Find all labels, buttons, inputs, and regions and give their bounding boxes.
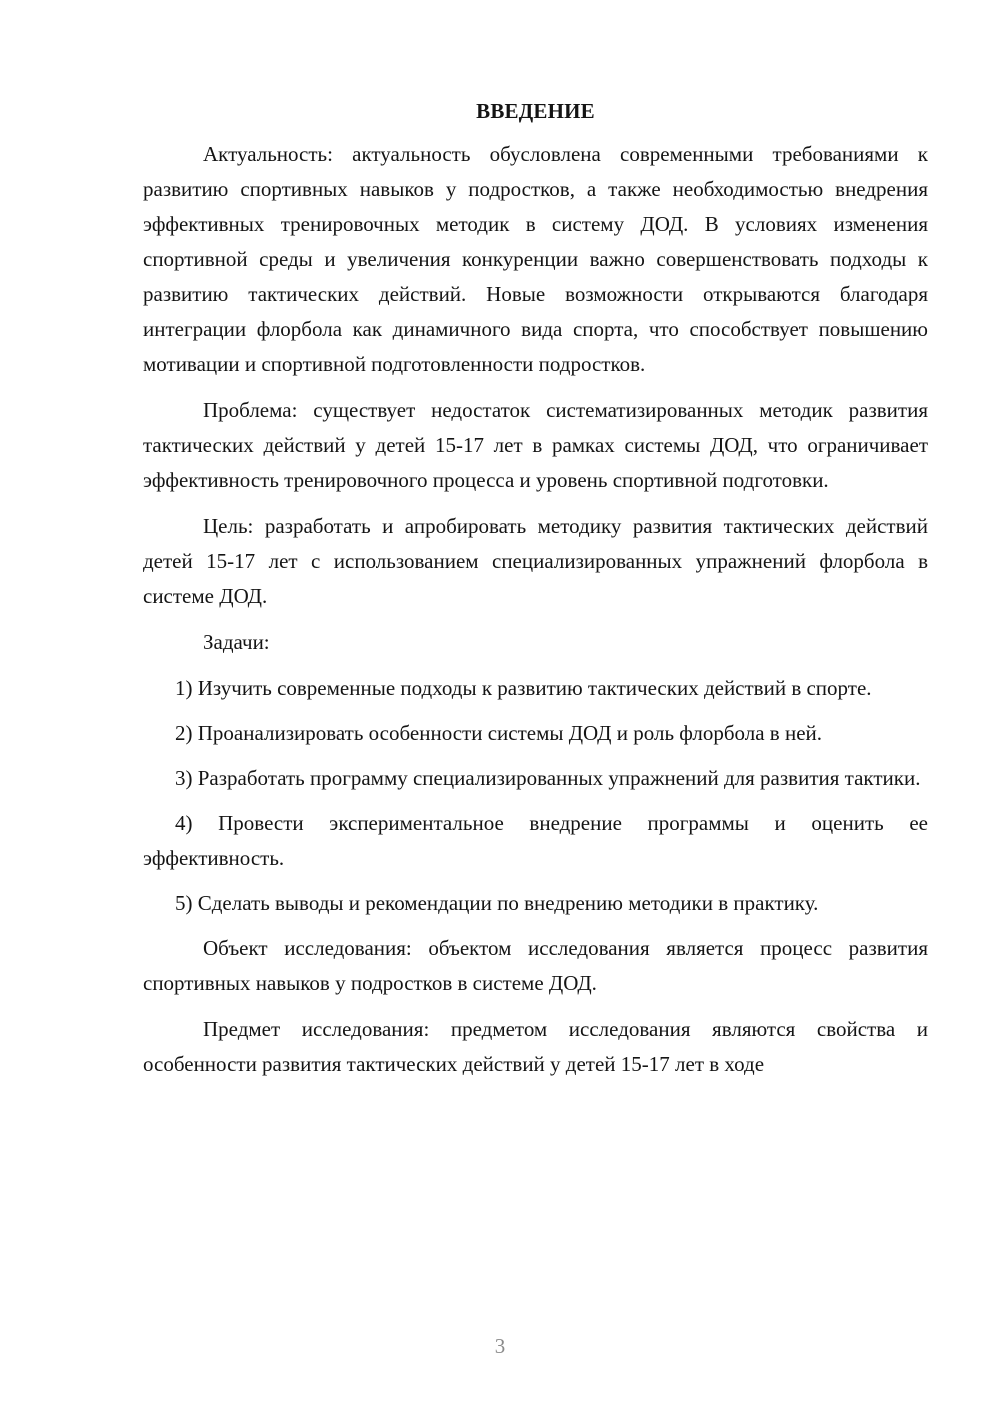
tasks-label: Задачи: xyxy=(203,630,270,654)
section-heading: ВВЕДЕНИЕ xyxy=(476,99,595,123)
paragraph-relevance: Актуальность: актуальность обусловлена современными требованиями к развитию спортивных навыков у подростков, а также необходимостью внедрения эффективных тренировочных методик в систему ДОД. В условиях изменения спортивной среды и увеличения конкуренции важно совершенствовать подходы к развитию тактических действий. Новые возможности открываются благодаря интеграции флорбола как динамичного вида спорта, что способствует повышению мотивации и спортивной подготовленности подростков. xyxy=(143,142,928,376)
page-number: 3 xyxy=(494,1334,506,1358)
task-item-2: 2) Проанализировать особенности системы ДОД и роль флорбола в ней. xyxy=(175,721,823,745)
paragraph-problem: Проблема: существует недостаток систематизированных методик развития тактических действий у детей 15-17 лет в рамках системы ДОД, что ограничивает эффективность тренировочного процесса и уровень спортивной подготовки. xyxy=(143,398,928,492)
paragraph-object: Объект исследования: объектом исследования является процесс развития спортивных навыков у подростков в системе ДОД. xyxy=(143,936,928,995)
task-item-5: 5) Сделать выводы и рекомендации по внедрению методики в практику. xyxy=(175,891,819,915)
paragraph-goal: Цель: разработать и апробировать методику развития тактических действий детей 15-17 лет с использованием специализированных упражнений флорбола в системе ДОД. xyxy=(143,514,928,608)
task-item-1: 1) Изучить современные подходы к развитию тактических действий в спорте. xyxy=(175,676,872,700)
page-content xyxy=(143,94,928,1093)
task-item-4: 4) Провести экспериментальное внедрение программы и оценить ее эффективность. xyxy=(143,811,928,870)
task-item-3: 3) Разработать программу специализированных упражнений для развития тактики. xyxy=(175,766,921,790)
paragraph-subject: Предмет исследования: предметом исследования являются свойства и особенности развития тактических действий у детей 15-17 лет в ходе xyxy=(143,1017,928,1076)
